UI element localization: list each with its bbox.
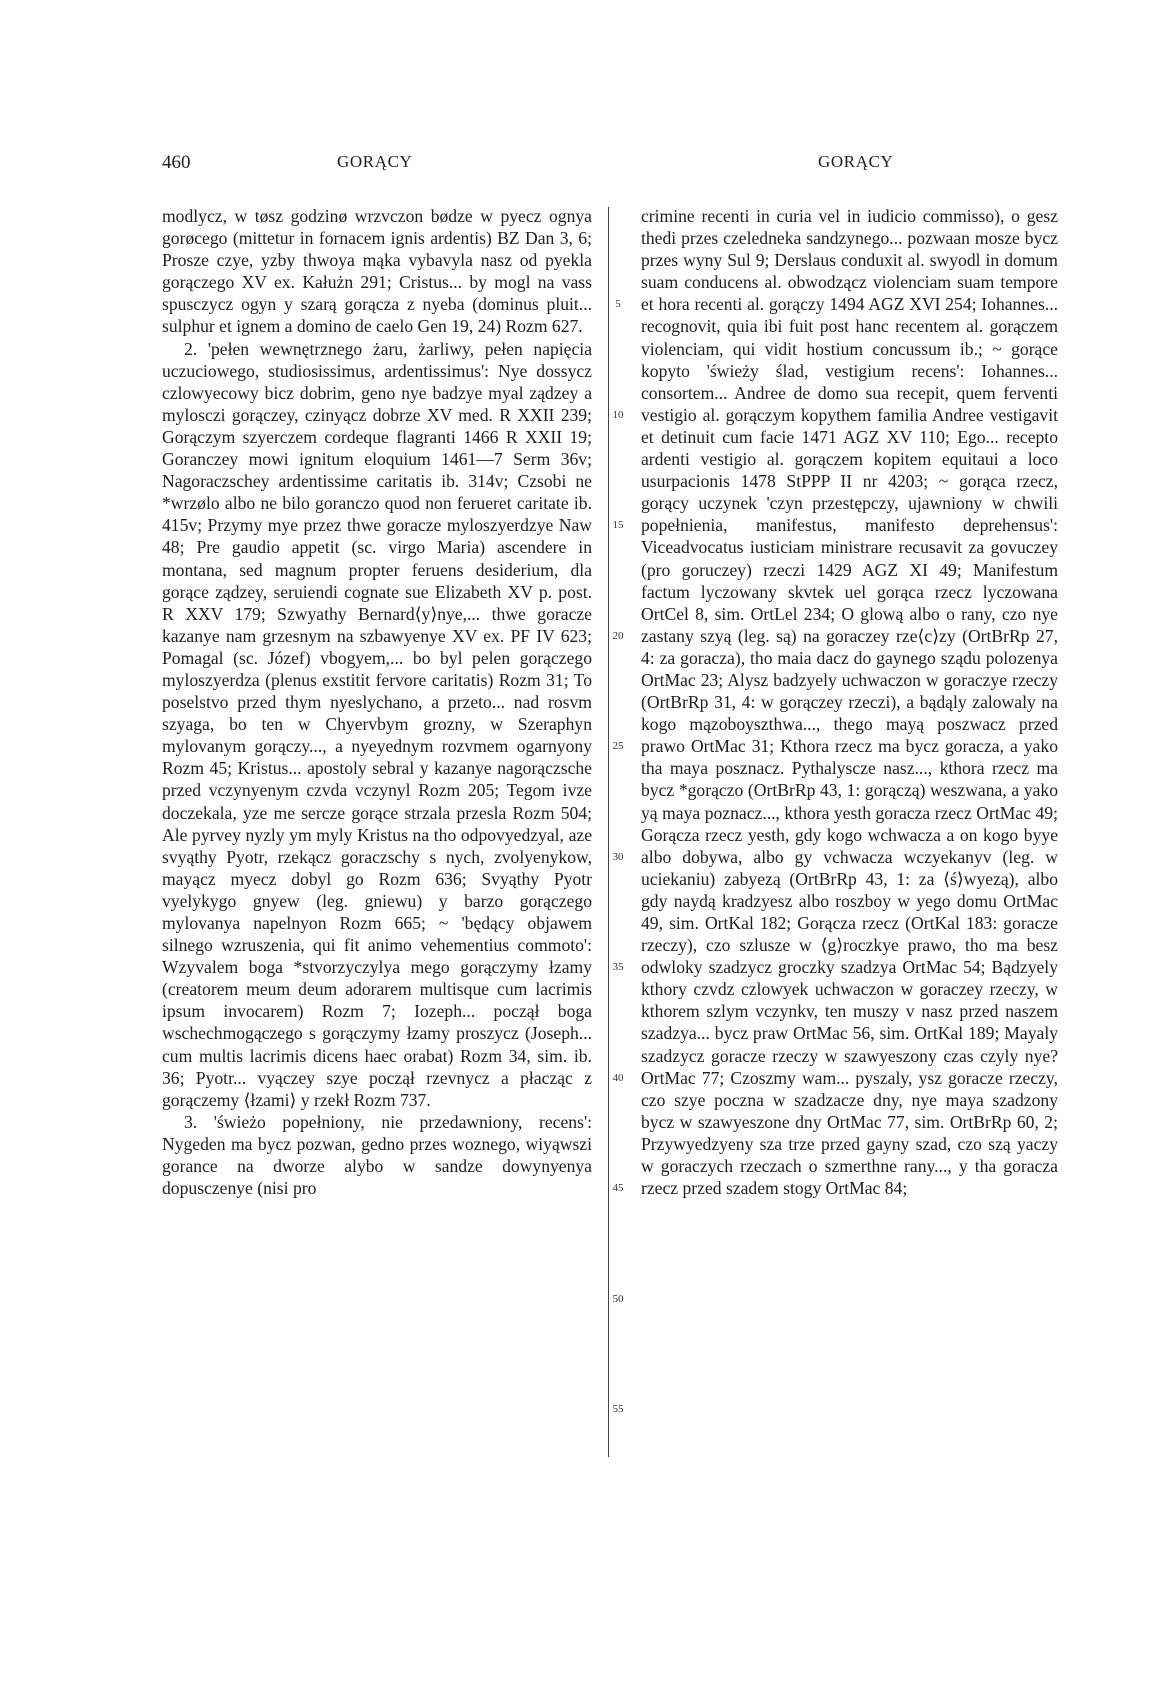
line-number: 45 <box>612 1182 624 1195</box>
line-number: 5 <box>615 298 621 311</box>
sense-3-paragraph: 3. 'świeżo popełniony, nie przedawniony, recens': Nygeden ma bycz pozwan, gedno przes woznego, wiyąwszi gorance na dworze alybo w sandze dowynyenya dopusczenye (nisi pro <box>162 1111 592 1199</box>
line-number: 15 <box>612 519 624 532</box>
running-head-right: GORĄCY <box>818 152 894 171</box>
line-number: 35 <box>612 961 624 974</box>
page-number: 460 <box>162 152 191 173</box>
line-number: 40 <box>612 1071 624 1084</box>
running-head-left: GORĄCY <box>337 152 413 171</box>
right-column <box>641 205 1058 1199</box>
line-number: 50 <box>612 1292 624 1305</box>
line-number: 25 <box>612 740 624 753</box>
line-number: 10 <box>612 408 624 421</box>
line-number: 30 <box>612 850 624 863</box>
line-number: 20 <box>612 629 624 642</box>
paragraph-continuation: modlycz, w tøsz godzinø wrzvczon bødze w pyecz ognya gorøcego (mittetur in fornacem ignis ardentis) BZ Dan 3, 6; Prosze czye, yzby thwoya mąka vybavyla nasz od pyekla gorączego XV ex. Kałużn 291; Cristus... by mogl na vass spusczycz ogyn y szarą gorącza z nyeba (dominus pluit... sulphur et ignem a domino de caelo Gen 19, 24) Rozm 627. <box>162 206 592 337</box>
line-number: 55 <box>612 1403 624 1416</box>
left-column <box>162 205 592 1199</box>
paragraph-continuation: crimine recenti in curia vel in iudicio commisso), o gesz thedi przes czeledneka sandzynego... pozwaan mosze bycz przes wyny Sul 9; Derslaus conduxit al. swyodl in domum suam conducens al. obwodzącz violenciam suam tempore et hora recenti al. gorączy 1494 AGZ XVI 254; Iohannes... recognovit, quia ibi fuit post hanc recentem al. gorączem violenciam, qui vidit hostium concussum ib.; ~ gorące kopyto 'świeży ślad, vestigium recens': Iohannes... consortem... Andree de domo sua recepit, quem ferventi vestigio al. gorączym kopythem familia Andree vestigavit et detinuit cum facie 1471 AGZ XV 110; Ego... recepto ardenti vestigio al. gorączem kopitem equitaui a loco usurpacionis 1478 StPPP II nr 4203; ~ gorąca rzecz, gorący uczynek 'czyn przestępczy, ujawniony w chwili popełnienia, manifestus, manifesto deprehensus': Viceadvocatus iusticiam ministrare recusavit za govuczey (pro goruczey) rzeczi 1429 AGZ XI 49; Manifestum factum lyczowany skvtek uel gorąca rzecz lyczowana OrtCel 8, sim. OrtLel 234; O glową albo o rany, czo nye zastany szyą (leg. są) na goraczey rze⟨c⟩zy (OrtBrRp 27, 4: za goracza), tho maia dacz do gaynego sządu polozenya OrtMac 23; Alysz badzyely uchwaczon w goraczye rzeczy (OrtBrRp 31, 4: w gorączey rzeczi), a bądąly zalowaly na kogo mązoboyszthwa..., thego mayą poszwacz przed prawo OrtMac 31; Kthora rzecz ma bycz goracza, a yako tha maya posznacz. Pythalyscze nasz..., kthora rzecz ma bycz *gorączo (OrtBrRp 43, 1: gorączą) weszwana, a yako yą maya poznacz..., kthora yesth goracza rzecz OrtMac 49; Gorącza rzecz yesth, gdy kogo wchwacza a on kogo byye albo dobywa, albo gy vchwacza wczyekanyv (leg. w uciekaniu) zabyezą (OrtBrRp 43, 1: za ⟨ś⟩wyezą), albo gdy naydą kradzyesz albo roszboy w yego domu OrtMac 49, sim. OrtKal 182; Gorącza rzecz (OrtKal 183: goracze rzeczy), czo szlusze w ⟨g⟩roczkye prawo, tho ma besz odwloky szadzycz groczky szadzya OrtMac 54; Bądzyely kthory czvdz czlowyek uchwaczon w goraczey rzeczy, w kthorem szlym vczynkv, ten muszy v nasz przed naszem szadzya... bycz praw OrtMac 56, sim. OrtKal 189; Mayaly szadzycz goracze rzeczy w szawyeszony czas czyly nye? OrtMac 77; Czoszmy wam... pyszaly, ysz goracze rzeczy, czo szye poczna w szadzacze dny, nye maya szadzony bycz w szawyeszone dny OrtMac 77, sim. OrtBrRp 60, 2; Przywyedzyeny sza trze przed gayny szad, czo szą yaczy w goraczych rzeczach o szmerthne rany..., y tha goracza rzecz przed szadem stogy OrtMac 84; <box>641 206 1058 1199</box>
column-divider <box>608 207 609 1457</box>
sense-2-paragraph: 2. 'pełen wewnętrznego żaru, żarliwy, pełen napięcia uczuciowego, studiosissimus, ardentissimus': Nye dossycz czlowyecowy bicz dobrim, geno nye badzye myal ządzey a mylosczi gorączey, czinyącz dobrze XV med. R XXII 239; Gorączym szyerczem cordeque flagranti 1466 R XXII 19; Goranczey mowi ignitum eloquium 1461—7 Serm 36v; Nagoraczschey ardentissime caritatis ib. 314v; Czsobi ne *wrzølo albo ne bilo goranczo quod non ferueret caritate ib. 415v; Przymy mye przez thwe goracze myloszyerdzye Naw 48; Pre gaudio appetit (sc. virgo Maria) ascendere in montana, sed magnum propter feruens desiderium, dla gorące ządzey, seruiendi cognate sue Elizabeth XV p. post. R XXV 179; Szwyathy Bernard⟨y⟩nye,... thwe goracze kazanye nam grzesnym na szbawyenye XV ex. PF IV 623; Pomagal (sc. Józef) vbogyem,... bo byl pelen gorączego myloszyerdza (plenus exstitit fervore caritatis) Rozm 31; To poselstvo przed thym nyeslychano, a przeto... nad rosvm szyaga, bo ten w Chyervbym grozny, w Szeraphyn mylovanym gorączy..., a nyeyednym rozvmem ogarnyony Rozm 45; Kristus... apostoly sebral y kazanye nagorączsche przed vczynyenym czvda vczynyl Rozm 205; Tegom ivze doczekala, yze me sercze gorące strzala przesla Rozm 504; Ale pyrvey nyzly ym myly Kristus na tho odpovyedzyal, aze svyąthy Pyotr, rzekącz goraczschy s nych, zvolyenykow, mayącz myecz dobyl go Rozm 636; Svyąthy Pyotr vyelykygo gnyew (leg. gniewu) y barzo gorączego mylovanya napelnyon Rozm 665; ~ 'będący objawem silnego wzruszenia, qui fit animo vehementius commoto': Wzyvalem boga *stvorzyczylya mego gorączymy łzamy (creatorem meum deum adorarem multisque cum lacrimis ipsum invocarem) Rozm 7; Iozeph... począł boga wschechmogączego s gorączymy łzamy proszycz (Joseph... cum multis lacrimis dicens haec orabat) Rozm 34, sim. ib. 36; Pyotr... vyączey szye począł rzevnycz a płacząc z gorączemy ⟨łzami⟩ y rzekł Rozm 737. <box>162 338 592 1110</box>
